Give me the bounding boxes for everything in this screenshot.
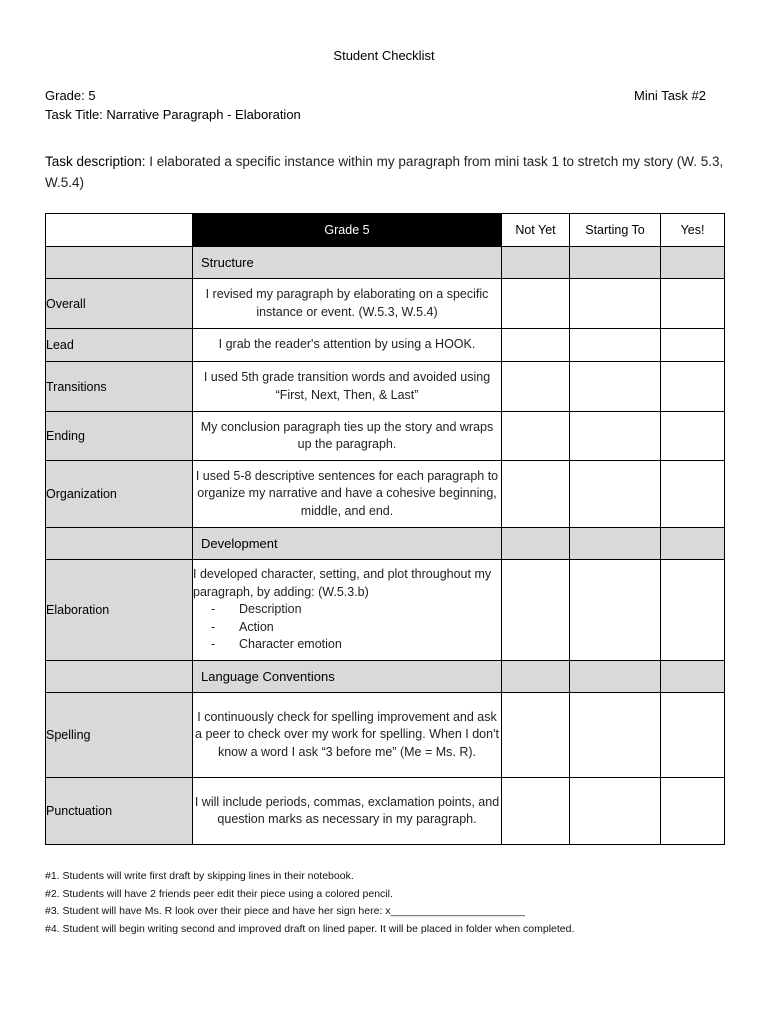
checkbox-yes-spelling[interactable] bbox=[661, 693, 725, 778]
checkbox-yes-elaboration[interactable] bbox=[661, 560, 725, 661]
section-blank-cell bbox=[46, 661, 193, 693]
header-not-yet: Not Yet bbox=[502, 214, 570, 247]
criterion-ending: Ending bbox=[46, 412, 193, 461]
section-label-development: Development bbox=[193, 528, 502, 560]
description-lead: I grab the reader's attention by using a HOOK. bbox=[193, 329, 502, 362]
section-blank-cell bbox=[46, 528, 193, 560]
section-shade-cell bbox=[502, 661, 570, 693]
table-row-overall bbox=[46, 279, 725, 329]
criterion-spelling: Spelling bbox=[46, 693, 193, 778]
notes-list bbox=[45, 868, 574, 938]
checkbox-starting-to-transitions[interactable] bbox=[570, 362, 661, 412]
task-description bbox=[45, 151, 735, 193]
checkbox-not-yet-spelling[interactable] bbox=[502, 693, 570, 778]
checkbox-not-yet-punctuation[interactable] bbox=[502, 778, 570, 845]
section-shade-cell bbox=[570, 528, 661, 560]
list-item: - Action bbox=[211, 619, 501, 637]
checkbox-starting-to-punctuation[interactable] bbox=[570, 778, 661, 845]
elaboration-list bbox=[193, 601, 501, 654]
list-item: - Character emotion bbox=[211, 636, 501, 654]
section-shade-cell bbox=[570, 661, 661, 693]
note-item: #1. Students will write first draft by skipping lines in their notebook. bbox=[45, 870, 354, 882]
header-blank-cell bbox=[46, 214, 193, 247]
section-shade-cell bbox=[570, 247, 661, 279]
checkbox-starting-to-lead[interactable] bbox=[570, 329, 661, 362]
section-shade-cell bbox=[502, 247, 570, 279]
section-row-language-conventions bbox=[46, 661, 725, 693]
section-shade-cell bbox=[661, 661, 725, 693]
table-row-ending bbox=[46, 412, 725, 461]
description-overall: I revised my paragraph by elaborating on a specific instance or event. (W.5.3, W.5.4) bbox=[193, 279, 502, 329]
checkbox-yes-transitions[interactable] bbox=[661, 362, 725, 412]
table-row-lead bbox=[46, 329, 725, 362]
checkbox-starting-to-elaboration[interactable] bbox=[570, 560, 661, 661]
mini-task-label: Mini Task #2 bbox=[633, 88, 706, 103]
checkbox-not-yet-lead[interactable] bbox=[502, 329, 570, 362]
section-blank-cell bbox=[46, 247, 193, 279]
criterion-transitions: Transitions bbox=[46, 362, 193, 412]
header-grade: Grade 5 bbox=[193, 214, 502, 247]
checkbox-not-yet-overall[interactable] bbox=[502, 279, 570, 329]
criterion-overall: Overall bbox=[46, 279, 193, 329]
description-spelling: I continuously check for spelling improvement and ask a peer to check over my work for spelling. When I don't know a word I ask “3 before me” (Me = Ms. R). bbox=[193, 693, 502, 778]
checkbox-starting-to-ending[interactable] bbox=[570, 412, 661, 461]
checkbox-yes-punctuation[interactable] bbox=[661, 778, 725, 845]
checkbox-yes-overall[interactable] bbox=[661, 279, 725, 329]
table-row-punctuation bbox=[46, 778, 725, 845]
checkbox-yes-lead[interactable] bbox=[661, 329, 725, 362]
task-description-label: Task description: bbox=[45, 154, 146, 169]
description-punctuation: I will include periods, commas, exclamation points, and question marks as necessary in my paragraph. bbox=[193, 778, 502, 845]
task-title: Task Title: Narrative Paragraph - Elaboration bbox=[45, 107, 301, 122]
criterion-punctuation: Punctuation bbox=[46, 778, 193, 845]
section-label-language-conventions: Language Conventions bbox=[193, 661, 502, 693]
section-shade-cell bbox=[661, 528, 725, 560]
document-title: Student Checklist bbox=[333, 48, 435, 63]
section-row-development bbox=[46, 528, 725, 560]
checkbox-not-yet-elaboration[interactable] bbox=[502, 560, 570, 661]
description-elaboration-text: I developed character, setting, and plot throughout my paragraph, by adding: (W.5.3.b) bbox=[193, 567, 492, 599]
section-shade-cell bbox=[661, 247, 725, 279]
note-item: #4. Student will begin writing second and improved draft on lined paper. It will be placed in folder when completed. bbox=[45, 922, 575, 935]
list-item: - Description bbox=[211, 601, 501, 619]
checkbox-not-yet-ending[interactable] bbox=[502, 412, 570, 461]
section-shade-cell bbox=[502, 528, 570, 560]
checkbox-starting-to-overall[interactable] bbox=[570, 279, 661, 329]
task-description-text: I elaborated a specific instance within my paragraph from mini task 1 to stretch my story (W. 5.3, W.5.4) bbox=[45, 154, 724, 190]
header-row bbox=[46, 214, 725, 247]
checkbox-starting-to-spelling[interactable] bbox=[570, 693, 661, 778]
checklist-table bbox=[45, 213, 725, 845]
table-row-spelling bbox=[46, 693, 725, 778]
checkbox-yes-ending[interactable] bbox=[661, 412, 725, 461]
header-starting-to: Starting To bbox=[570, 214, 661, 247]
section-label-structure: Structure bbox=[193, 247, 502, 279]
description-transitions: I used 5th grade transition words and avoided using “First, Next, Then, & Last” bbox=[193, 362, 502, 412]
description-organization: I used 5-8 descriptive sentences for each paragraph to organize my narrative and have a cohesive beginning, middle, and end. bbox=[193, 461, 502, 528]
checkbox-starting-to-organization[interactable] bbox=[570, 461, 661, 528]
note-item: #2. Students will have 2 friends peer edit their piece using a colored pencil. bbox=[45, 887, 393, 900]
criterion-lead: Lead bbox=[46, 329, 193, 362]
table-row-transitions bbox=[46, 362, 725, 412]
note-item: #3. Student will have Ms. R look over their piece and have her sign here: x_______________________ bbox=[45, 905, 525, 917]
criterion-organization: Organization bbox=[46, 461, 193, 528]
checkbox-yes-organization[interactable] bbox=[661, 461, 725, 528]
criterion-elaboration: Elaboration bbox=[46, 560, 193, 661]
description-elaboration bbox=[193, 560, 502, 661]
section-row-structure bbox=[46, 247, 725, 279]
checkbox-not-yet-transitions[interactable] bbox=[502, 362, 570, 412]
table-row-organization bbox=[46, 461, 725, 528]
description-ending: My conclusion paragraph ties up the story and wraps up the paragraph. bbox=[193, 412, 502, 461]
checkbox-not-yet-organization[interactable] bbox=[502, 461, 570, 528]
grade-label: Grade: 5 bbox=[45, 88, 96, 103]
table-row-elaboration bbox=[46, 560, 725, 661]
header-yes: Yes! bbox=[661, 214, 725, 247]
